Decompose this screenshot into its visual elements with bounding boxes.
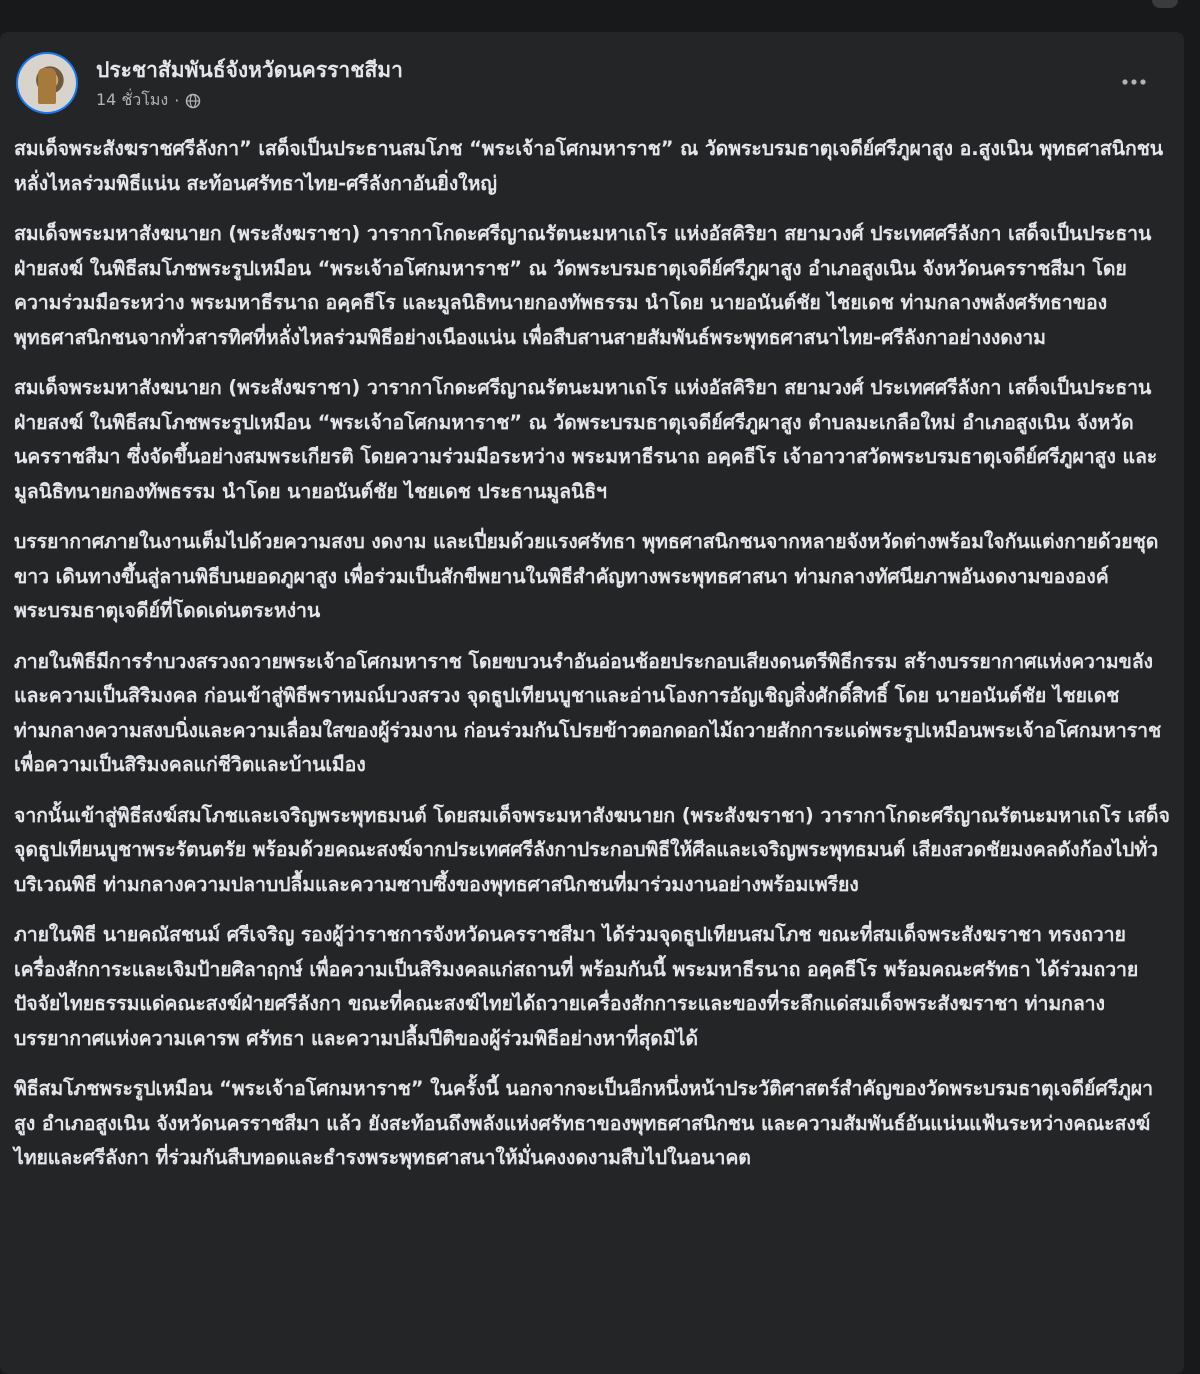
page-name-link[interactable]: ประชาสัมพันธ์จังหวัดนครราชสีมา xyxy=(96,58,403,82)
avatar-image xyxy=(18,54,76,112)
page-avatar[interactable] xyxy=(16,52,78,114)
post-paragraph: ภายในพิธีมีการรำบวงสรวงถวายพระเจ้าอโศกมหาราช โดยขบวนรำอันอ่อนช้อยประกอบเสียงดนตรีพิธีกรรม สร้างบรรยากาศแห่งความขลังและความเป็นสิริมงคล ก่อนเข้าสู่พิธีพราหมณ์บวงสรวง จุดธูปเทียนบูชาและอ่านโองการอัญเชิญสิ่งศักดิ์สิทธิ์ โดย นายอนันต์ชัย ไชยเดช ท่ามกลางความสงบนิ่งและความเลื่อมใสของผู้ร่วมงาน ก่อนร่วมกันโปรยข้าวตอกดอกไม้ถวายสักการะแด่พระรูปเหมือนพระเจ้าอโศกมหาราช เพื่อความเป็นสิริมงคลแก่ชีวิตและบ้านเมือง xyxy=(14,649,1162,776)
post-paragraph: พิธีสมโภชพระรูปเหมือน “พระเจ้าอโศกมหาราช” ในครั้งนี้ นอกจากจะเป็นอีกหนึ่งหน้าประวัติศาสตร์สำคัญของวัดพระบรมธาตุเจดีย์ศรีภูผาสูง อำเภอสูงเนิน จังหวัดนครราชสีมา แล้ว ยังสะท้อนถึงพลังแห่งศรัทธาของพุทธศาสนิกชน และความสัมพันธ์อันแน่นแฟ้นระหว่างคณะสงฆ์ไทยและศรีลังกา ที่ร่วมกันสืบทอดและธำรงพระพุทธศาสนาให้มั่นคงงดงามสืบไปในอนาคต xyxy=(14,1077,1153,1169)
post-paragraph: ภายในพิธี นายคณัสชนม์ ศรีเจริญ รองผู้ว่าราชการจังหวัดนครราชสีมา ได้ร่วมจุดธูปเทียนสมโภช ขณะที่สมเด็จพระสังฆราชา ทรงถวายเครื่องสักการะและเจิมป้ายศิลาฤกษ์ เพื่อความเป็นสิริมงคลแก่สถานที่ พร้อมกันนี้ พระมหาธีรนาถ อคฺคธีโร พร้อมคณะศรัทธา ได้ร่วมถวายปัจจัยไทยธรรมแด่คณะสงฆ์ฝ่ายศรีลังกา ขณะที่คณะสงฆ์ไทยได้ถวายเครื่องสักการะและของที่ระลึกแด่สมเด็จพระสังฆราชา ท่ามกลางบรรยากาศแห่งความเคารพ ศรัทธา และความปลื้มปีติของผู้ร่วมพิธีอย่างหาที่สุดมิได้ xyxy=(14,923,1139,1050)
scrollbar-hint[interactable] xyxy=(1152,0,1178,8)
more-horizontal-icon xyxy=(1121,71,1147,90)
post-meta xyxy=(96,88,201,113)
facebook-post xyxy=(0,32,1184,1374)
more-options-button[interactable] xyxy=(1116,62,1152,98)
meta-separator: · xyxy=(174,91,180,110)
post-body xyxy=(14,132,1170,1192)
post-paragraph: บรรยากาศภายในงานเต็มไปด้วยความสงบ งดงาม และเปี่ยมด้วยแรงศรัทธา พุทธศาสนิกชนจากหลายจังหวัดต่างพร้อมใจกันแต่งกายด้วยชุดขาว เดินทางขึ้นสู่ลานพิธีบนยอดภูผาสูง เพื่อร่วมเป็นสักขีพยานในพิธีสำคัญทางพระพุทธศาสนา ท่ามกลางทัศนียภาพอันงดงามขององค์พระบรมธาตุเจดีย์ที่โดดเด่นตระหง่าน xyxy=(14,530,1159,622)
post-paragraph: สมเด็จพระมหาสังฆนายก (พระสังฆราชา) วารากาโกดะศรีญาณรัตนะมหาเถโร แห่งอัสคิริยา สยามวงศ์ ประเทศศรีลังกา เสด็จเป็นประธานฝ่ายสงฆ์ ในพิธีสมโภชพระรูปเหมือน “พระเจ้าอโศกมหาราช” ณ วัดพระบรมธาตุเจดีย์ศรีภูผาสูง อำเภอสูงเนิน จังหวัดนครราชสีมา โดยความร่วมมือระหว่าง พระมหาธีรนาถ อคฺคธีโร และมูลนิธิทนายกองทัพธรรม นำโดย นายอนันต์ชัย ไชยเดช ท่ามกลางพลังศรัทธาของพุทธศาสนิกชนจากทั่วสารทิศที่หลั่งไหลร่วมพิธีอย่างเนืองแน่น เพื่อสืบสานสายสัมพันธ์พระพุทธศาสนาไทย-ศรีลังกาอย่างงดงาม xyxy=(14,222,1152,349)
post-timestamp[interactable]: 14 ชั่วโมง xyxy=(96,90,169,109)
post-paragraph: สมเด็จพระมหาสังฆนายก (พระสังฆราชา) วารากาโกดะศรีญาณรัตนะมหาเถโร แห่งอัสคิริยา สยามวงศ์ ประเทศศรีลังกา เสด็จเป็นประธานฝ่ายสงฆ์ ในพิธีสมโภชพระรูปเหมือน “พระเจ้าอโศกมหาราช” ณ วัดพระบรมธาตุเจดีย์ศรีภูผาสูง ตำบลมะเกลือใหม่ อำเภอสูงเนิน จังหวัดนครราชสีมา ซึ่งจัดขึ้นอย่างสมพระเกียรติ โดยความร่วมมือระหว่าง พระมหาธีรนาถ อคฺคธีโร เจ้าอาวาสวัดพระบรมธาตุเจดีย์ศรีภูผาสูง และมูลนิธิทนายกองทัพธรรม นำโดย นายอนันต์ชัย ไชยเดช ประธานมูลนิธิฯ xyxy=(14,376,1158,503)
post-header xyxy=(16,50,1168,116)
globe-icon[interactable] xyxy=(185,93,201,109)
post-paragraph: จากนั้นเข้าสู่พิธีสงฆ์สมโภชและเจริญพระพุทธมนต์ โดยสมเด็จพระมหาสังฆนายก (พระสังฆราชา) วารากาโกดะศรีญาณรัตนะมหาเถโร เสด็จจุดธูปเทียนบูชาพระรัตนตรัย พร้อมด้วยคณะสงฆ์จากประเทศศรีลังกาประกอบพิธีให้ศีลและเจริญพระพุทธมนต์ เสียงสวดชัยมงคลดังก้องไปทั่วบริเวณพิธี ท่ามกลางความปลาบปลื้มและความซาบซึ้งของพุทธศาสนิกชนที่มาร่วมงานอย่างพร้อมเพรียง xyxy=(14,803,1170,896)
post-paragraph: สมเด็จพระสังฆราชศรีลังกา” เสด็จเป็นประธานสมโภช “พระเจ้าอโศกมหาราช” ณ วัดพระบรมธาตุเจดีย์ศรีภูผาสูง อ.สูงเนิน พุทธศาสนิกชนหลั่งไหลร่วมพิธีแน่น สะท้อนศรัทธาไทย-ศรีลังกาอันยิ่งใหญ่ xyxy=(14,137,1164,195)
